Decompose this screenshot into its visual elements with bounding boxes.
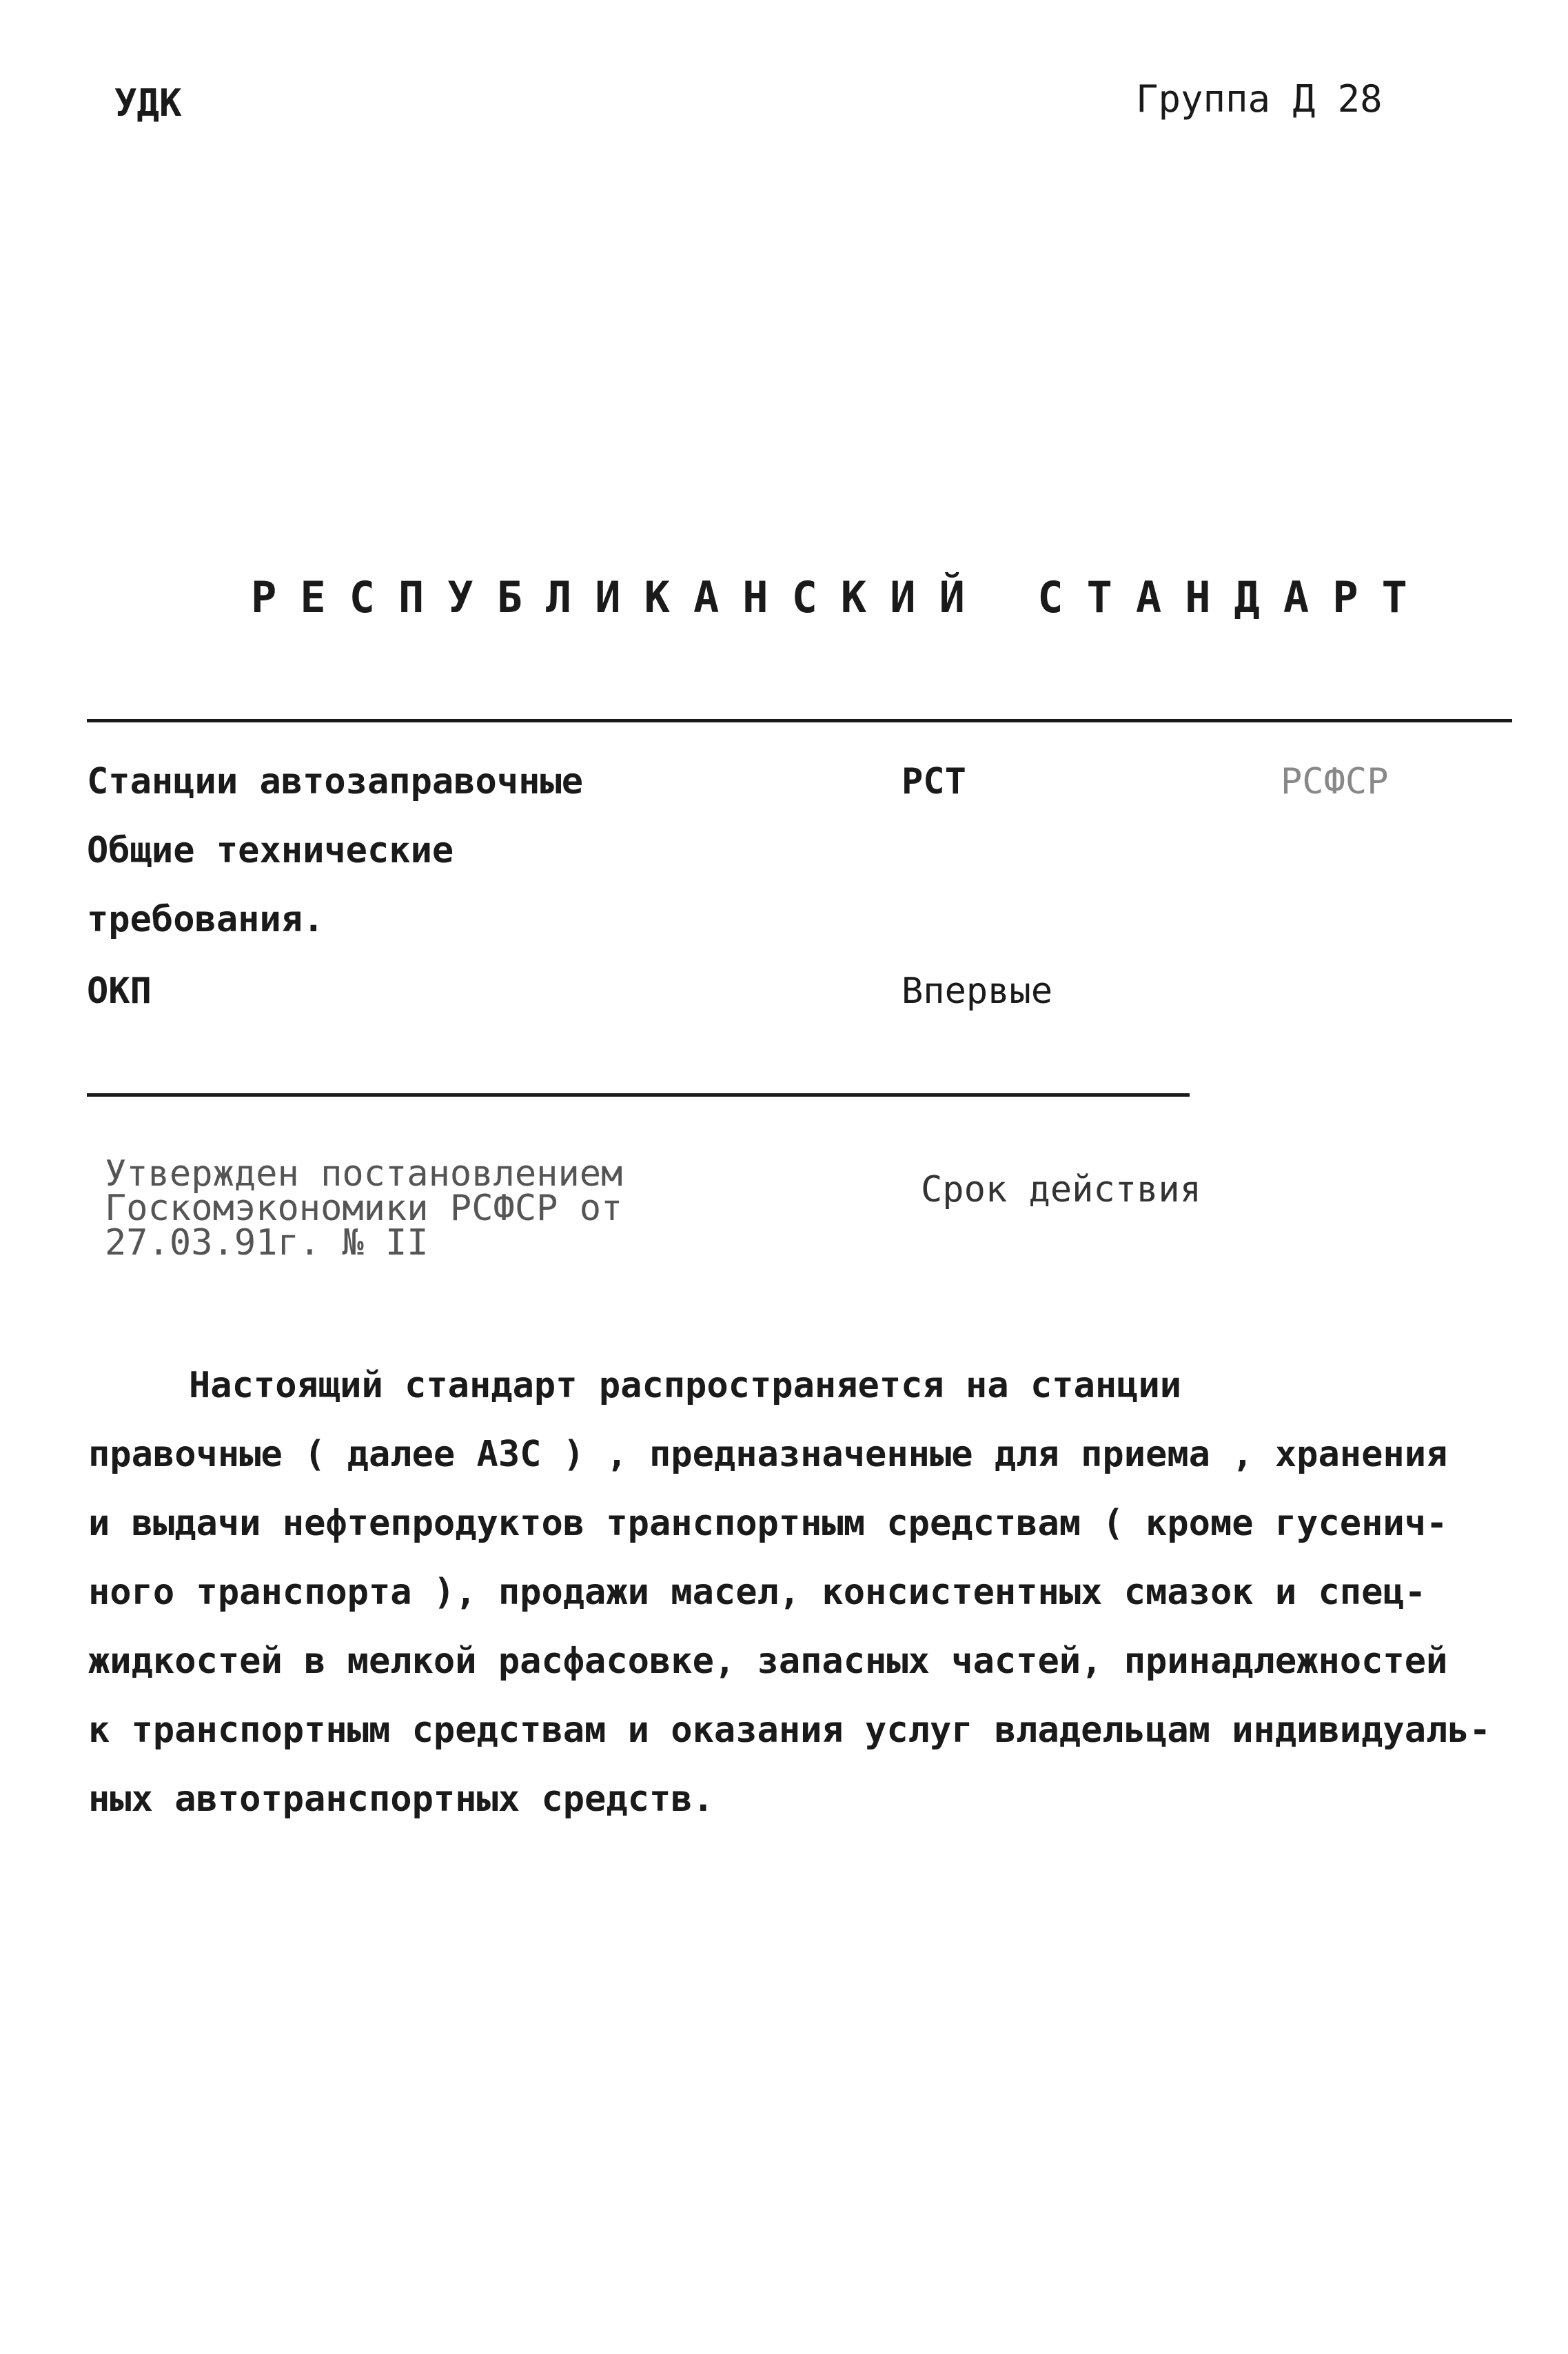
standard-name-line-1: Станции автозаправочные [87, 761, 584, 802]
document-title: РЕСПУБЛИКАНСКИЙ СТАНДАРТ [251, 572, 1431, 622]
standard-code-suffix: РСФСР [1281, 761, 1389, 802]
middle-divider [87, 1093, 1190, 1097]
udk-label: УДК [114, 81, 182, 125]
group-label: Группа Д 28 [1136, 77, 1383, 121]
approval-line-3: 27.03.91г. № II [105, 1222, 429, 1264]
body-line-7: ных автотранспортных средств. [88, 1778, 714, 1820]
body-line-1: Настоящий стандарт распространяется на станции [189, 1365, 1182, 1406]
approval-line-1: Утвержден постановлением [105, 1153, 623, 1195]
okp-label: ОКП [87, 971, 152, 1012]
body-line-6: к транспортным средствам и оказания услуг владельцам индивидуаль- [88, 1709, 1491, 1751]
body-line-5: жидкостей в мелкой расфасовке, запасных частей, принадлежностей [88, 1641, 1448, 1682]
body-line-4: ного транспорта ), продажи масел, консистентных смазок и спец- [88, 1572, 1427, 1613]
standard-name-line-2: Общие технические [87, 830, 454, 871]
body-line-2: правочные ( далее АЗС ) , предназначенные для приема , хранения [88, 1434, 1448, 1475]
top-divider [87, 719, 1512, 722]
approval-line-2: Госкомэкономики РСФСР от [105, 1188, 623, 1229]
validity-label: Срок действия [921, 1169, 1201, 1210]
first-edition-label: Впервые [902, 971, 1053, 1012]
standard-name-line-3: требования. [87, 899, 325, 940]
standard-code-label: РСТ [902, 761, 966, 802]
body-line-3: и выдачи нефтепродуктов транспортным средствам ( кроме гусенич- [88, 1503, 1448, 1544]
